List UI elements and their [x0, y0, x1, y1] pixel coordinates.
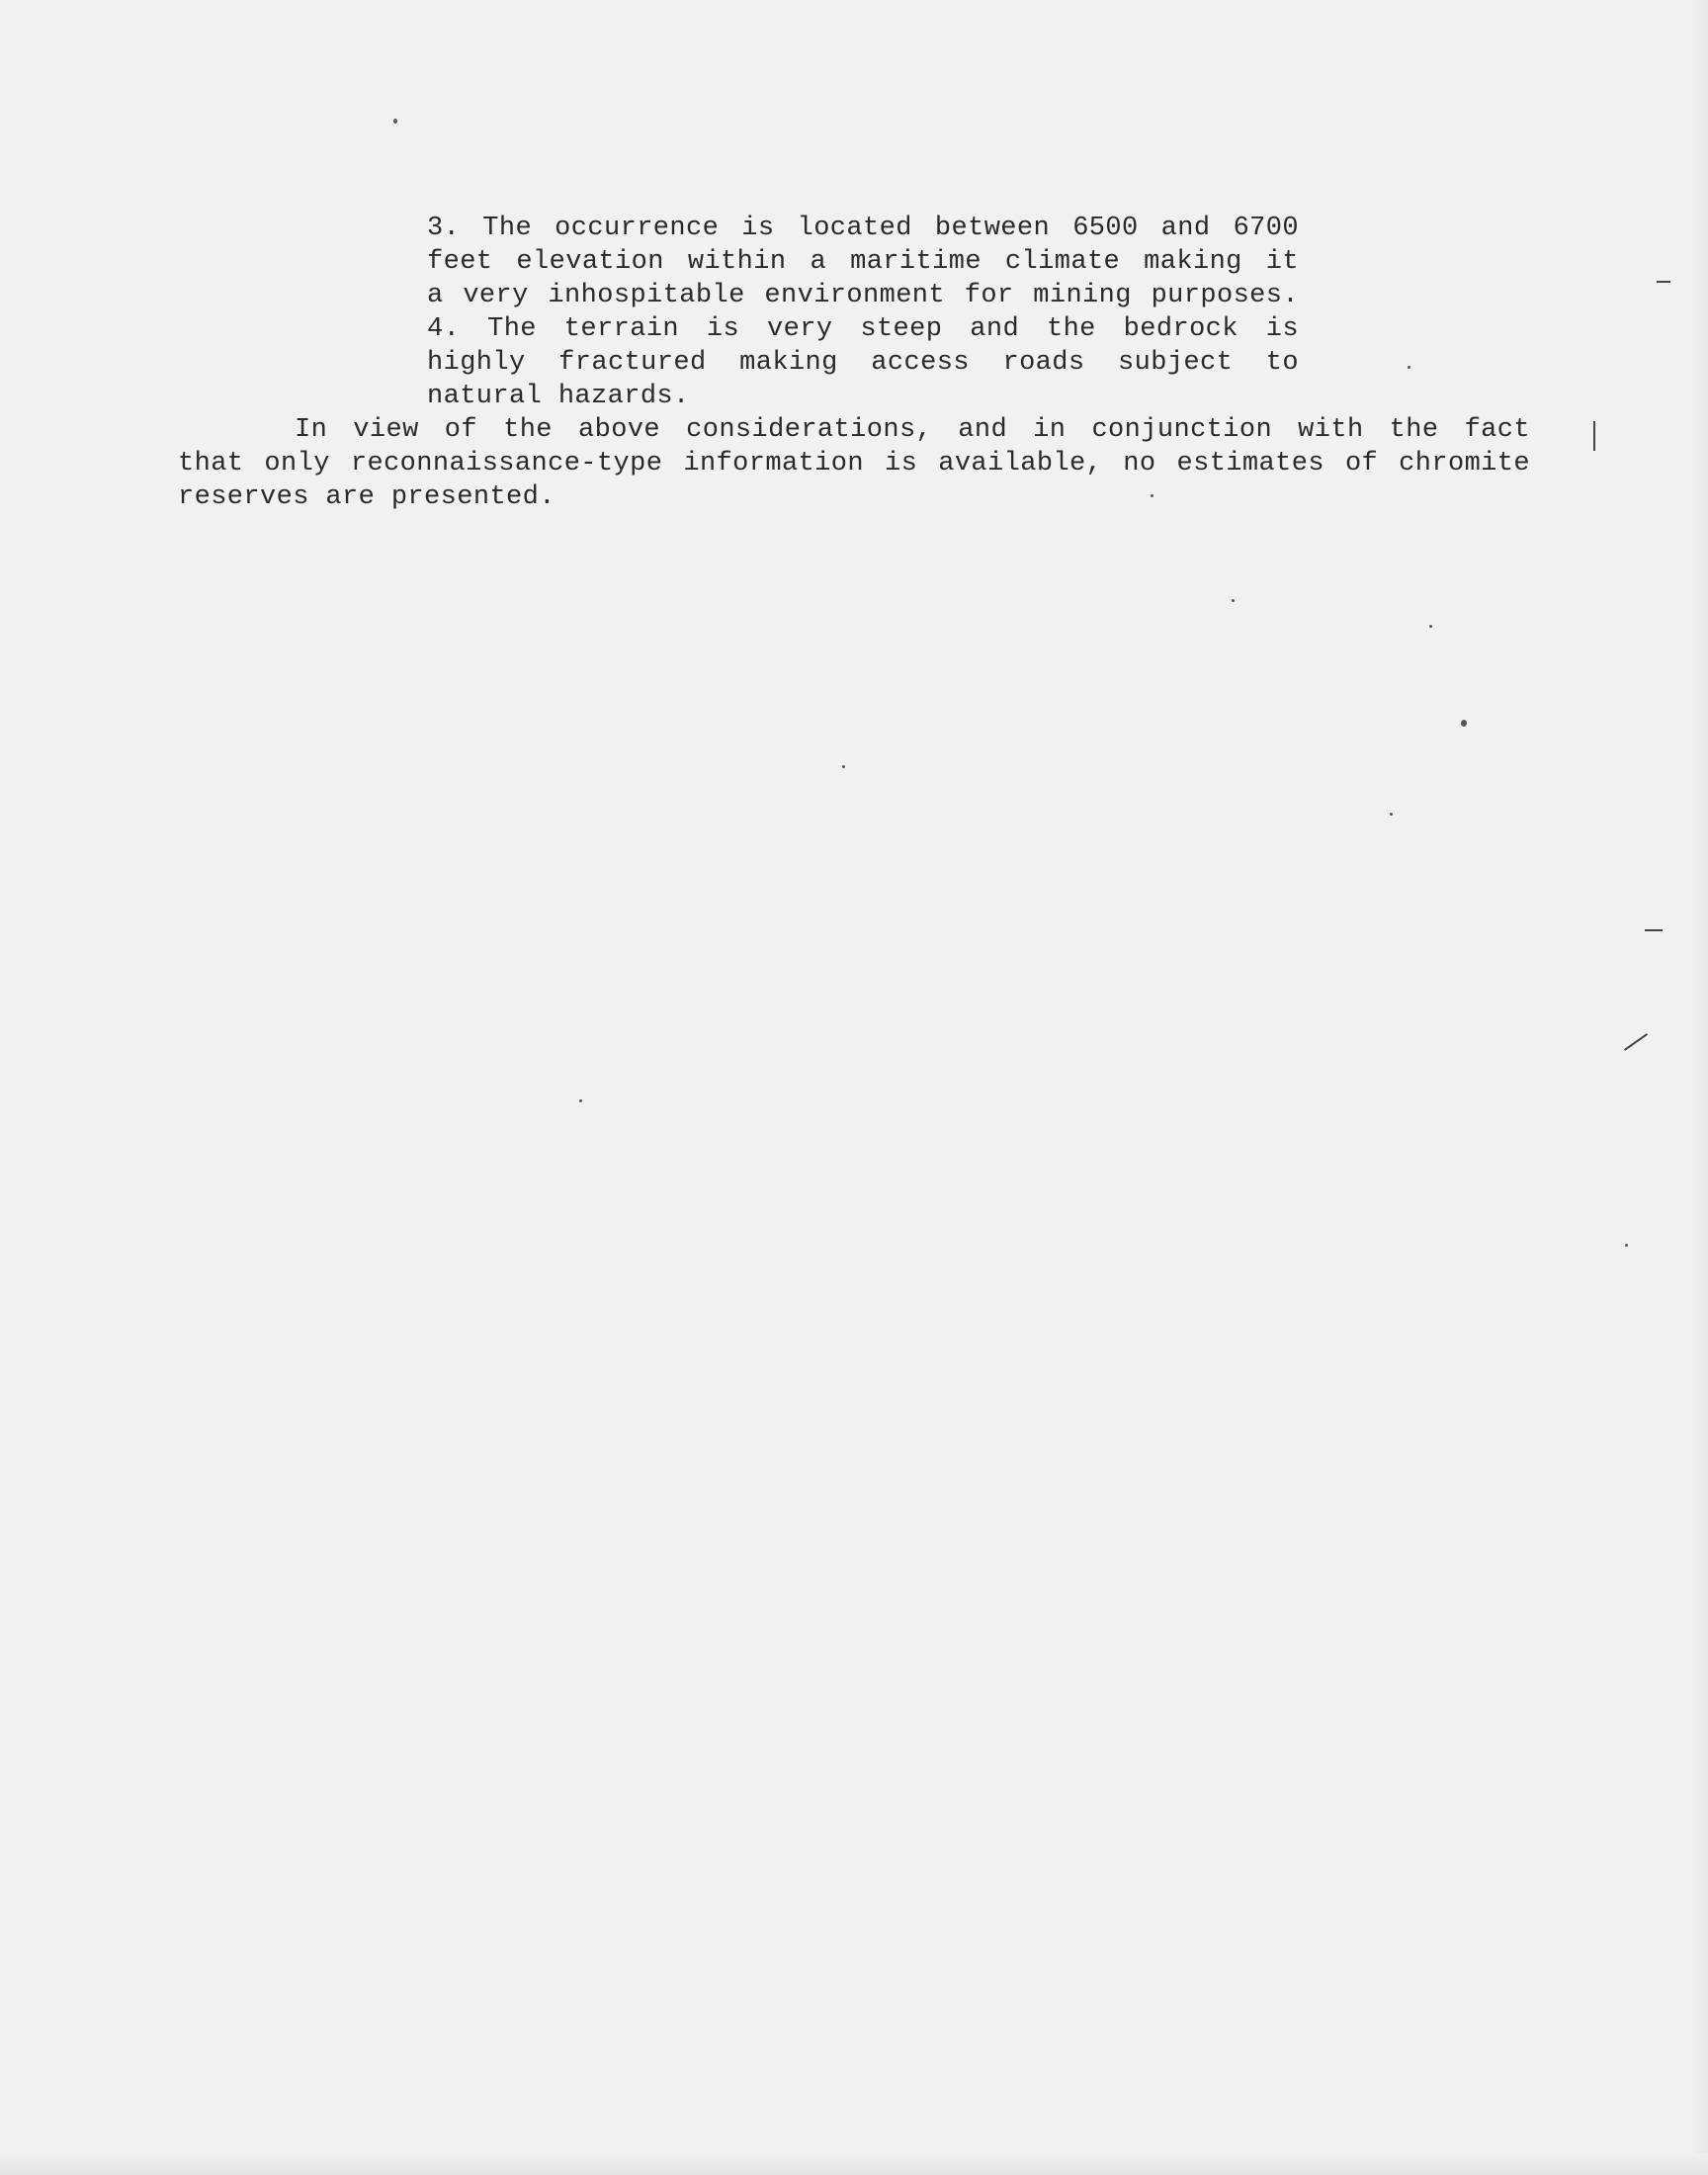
scan-speck [1390, 813, 1393, 816]
list-item-3 [427, 212, 1299, 312]
list-item-line: highly fractured making access roads subject to [427, 348, 1299, 378]
paragraph-line: reserves are presented. [178, 482, 555, 512]
scan-speck [579, 1099, 582, 1102]
paragraph-line: that only reconnaissance-type information is available, no estimates of chromite [178, 449, 1530, 478]
page-edge-shadow-bottom [0, 2153, 1708, 2175]
list-item-line: 4. The terrain is very steep and the bedrock is [427, 314, 1299, 344]
scan-edge-mark [1657, 281, 1670, 283]
scan-edge-mark [1645, 929, 1663, 931]
list-item-line: feet elevation within a maritime climate making it [427, 247, 1299, 277]
scan-speck [1461, 720, 1467, 727]
paragraph-line: In view of the above considerations, and in conjunction with the fact [295, 415, 1530, 445]
scan-edge-mark [1624, 1033, 1648, 1051]
scan-speck [842, 765, 845, 768]
scan-edge-mark [1593, 421, 1595, 451]
scan-speck [1625, 1244, 1628, 1247]
closing-paragraph [178, 413, 1530, 514]
scan-speck [1408, 366, 1410, 369]
scan-speck [1429, 625, 1432, 628]
list-item-line: 3. The occurrence is located between 6500 and 6700 [427, 214, 1299, 243]
list-item-line: a very inhospitable environment for mining purposes. [427, 281, 1299, 310]
numbered-list [427, 212, 1299, 413]
scan-speck [393, 119, 397, 124]
page-edge-shadow-right [1690, 0, 1708, 2175]
list-item-4 [427, 312, 1299, 413]
scan-speck [1232, 599, 1235, 602]
list-item-line: natural hazards. [427, 382, 690, 411]
